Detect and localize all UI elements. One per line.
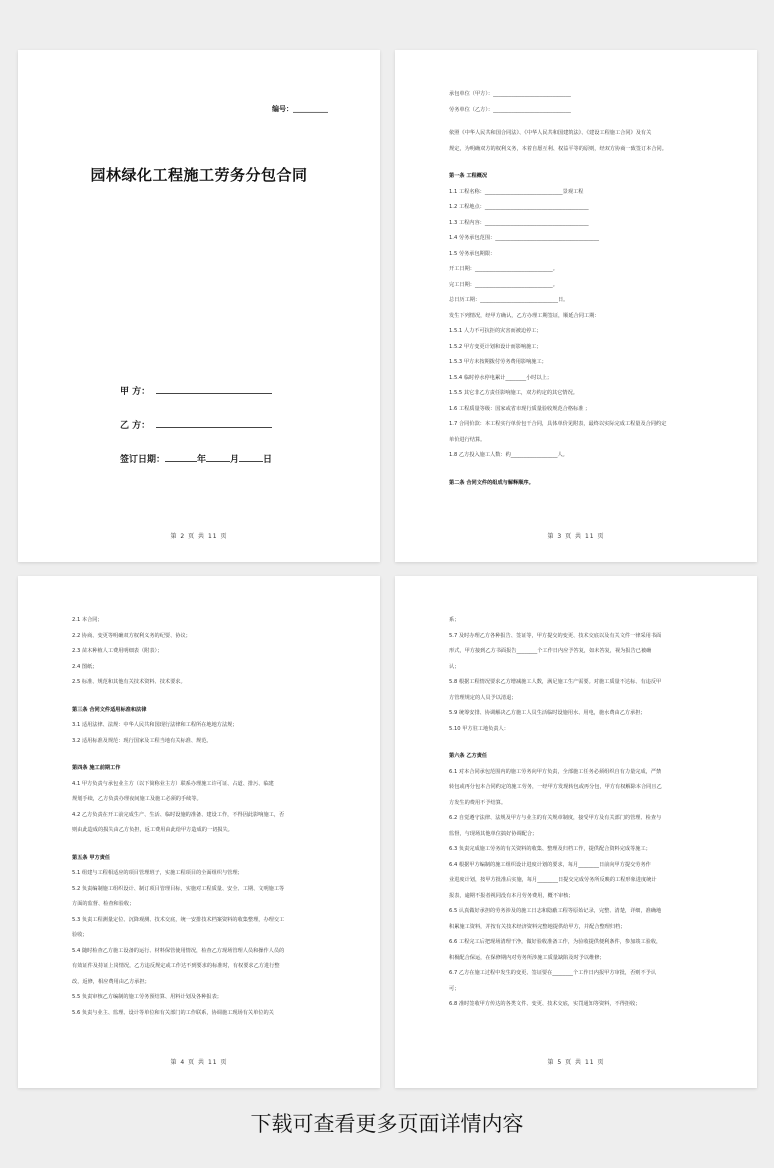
contract-line: 6.4 根据甲方编制的施工组织设计进度计划的要求，每月________日前向甲方提交劳务作: [449, 861, 651, 868]
section-heading: 第五条 甲方责任: [72, 854, 111, 861]
contract-line: 则由此造成的损失由乙方负担，返工费用由此给甲方造成的一切损失。: [72, 827, 233, 833]
contract-line: 5.1 组建与工程相适应的项目管理班子，实施工程项目的全面组织与管理；: [72, 870, 243, 876]
page-footer: 第 4 页 共 11 页: [170, 1059, 228, 1066]
contract-line: 认；: [449, 663, 460, 670]
contract-line: 1.8 乙方投入施工人数：约__________________人。: [449, 452, 568, 458]
paragraph-gap: [72, 752, 340, 760]
contract-line: 5.3 负责工程测量定位、沉降观测、技术交底，统一安排技术档案资料的收集整理，办理交工: [72, 916, 285, 923]
contract-line: 5.5 负责审核乙方编制的施工劳务预结算、用料计划及各种报表；: [72, 994, 222, 1000]
section-heading: 第四条 施工前期工作: [72, 765, 121, 771]
page-body: [449, 616, 717, 1016]
contract-line: 完工日期：______________________________。: [449, 281, 558, 288]
contract-line: 1.5.3 甲方未按期拨付劳务费用影响施工；: [449, 359, 547, 365]
page-body: [449, 90, 717, 494]
contract-line: 1.5.5 其它非乙方责任影响施工，双方约定的其它情况。: [449, 390, 578, 396]
contract-line: 6.8 准时签收甲方传达的各类文件、变更、技术交底，实罚通知等资料，不得拒收；: [449, 1001, 641, 1007]
contract-line: 开工日期：______________________________。: [449, 266, 558, 272]
year-blank: [165, 453, 197, 462]
section-heading: 第二条 合同文件的组成与解释顺序。: [449, 479, 534, 486]
contract-line: 2.2 协商、变更等明确双方权利义务的纪要、协议；: [72, 632, 191, 639]
contract-line: 积累施工资料，并按有关技术经济资料完整地提供给甲方，并配合整理归档；: [449, 923, 626, 930]
section-heading: 第一条 工程概况: [449, 173, 488, 179]
contract-line: 2.4 图纸；: [72, 663, 98, 670]
contract-line: 方发生的费用不予结算。: [449, 799, 507, 806]
section-heading: 第六条 乙方责任: [449, 753, 488, 759]
contract-line: 6.3 负责完成施工劳务的有关资料的收集、整理及归档工作，提供配合资料完成等施工；: [449, 846, 651, 852]
contract-line: 1.2 工程地点：________________________________________: [449, 204, 589, 210]
party-b-field: [120, 418, 272, 431]
contract-line: 5.2 负责编制施工组织设计、制订项目管理目标，实施对工程质量、安全、工期、文明施工等: [72, 885, 285, 892]
contract-page-3: [395, 50, 757, 562]
contract-line: 承包单位（甲方）：______________________________: [449, 91, 571, 97]
contract-line: 3.1 适用法律、法规：中华人民共和国现行法律和工程所在地地方法规；: [72, 722, 238, 728]
page-footer: 第 5 页 共 11 页: [547, 1059, 605, 1066]
page-body: [72, 616, 340, 1024]
contract-cover-page: [18, 50, 380, 562]
page-footer: 第 3 页 共 11 页: [547, 533, 605, 540]
contract-line: 2.3 苗木种植人工费用明细表（附表）；: [72, 648, 163, 654]
contract-line: 1.3 工程内容：________________________________________: [449, 219, 589, 226]
contract-line: 5.4 随时检查乙方施工设备的运行、材料保管使用情况，检查乙方现场管理人员和操作人员的: [72, 947, 285, 954]
contract-line: 验收；: [72, 932, 88, 938]
contract-line: 1.4 劳务承包范围：________________________________________: [449, 235, 599, 241]
contract-line: 2.1 本合同；: [72, 617, 103, 623]
party-b-underline: [156, 419, 272, 428]
contract-line: 有效证件及持证上岗情况，乙方违反规定或工作达不到要求的标准时，有权要求乙方进行整: [72, 963, 280, 969]
contract-line: 6.5 认真做好承担的劳务涉及的施工日志和隐蔽工程等原始记录，完整、清楚，详细，准确地: [449, 908, 662, 914]
paragraph-gap: [449, 467, 717, 475]
contract-line: 方管理规定的人员予以清退；: [449, 694, 517, 701]
contract-line: 6.7 乙方在施工过程中发生的变更、签证要在________个工作日内报甲方审批，否则不予认: [449, 970, 657, 976]
contract-line: 依照《中华人民共和国合同法》、《中华人民共和国建筑法》、《建设工程施工合同》及有关: [449, 130, 652, 136]
contract-line: 1.5.2 甲方变更计划和设计而影响施工；: [449, 343, 542, 350]
contract-line: 4.1 甲方负责与承包业主方（以下简称业主方）联系办理施工许可证、占道、排污、临建: [72, 780, 274, 787]
section-heading: 第三条 合同文件适用标准和法律: [72, 706, 147, 713]
contract-line: 劳务单位（乙方）：______________________________: [449, 106, 571, 113]
contract-line: 1.6 工程质量等级：国家或省市现行质量验收规范合格标准 ；: [449, 405, 591, 412]
contract-line: 形式，甲方接到乙方书面报告________个工作日内应予答复，如未答复，视为报告已被确: [449, 648, 652, 654]
paragraph-gap: [449, 740, 717, 748]
signing-date-label: 签订日期：: [120, 455, 166, 465]
contract-line: 1.5.1 人力不可抗拒的灾害而被迫停工；: [449, 328, 542, 334]
page-footer: 第 2 页 共 11 页: [170, 533, 228, 540]
contract-number-label: 编号：__________: [272, 105, 328, 113]
contract-line: 1.5.4 临时停水停电累计________小时以上；: [449, 374, 553, 381]
contract-line: 可；: [449, 985, 460, 992]
contract-line: 5.8 根据工程情况要求乙方增减施工人数，满足施工生产需要。对施工质量不达标、有违反甲: [449, 679, 662, 685]
paragraph-gap: [72, 694, 340, 702]
contract-line: 1.5 劳务承包期限：: [449, 250, 496, 257]
year-label: 年: [197, 455, 207, 465]
contract-line: 3.2 适用标准及规范：现行国家及工程当地有关标准、规范。: [72, 737, 212, 744]
contract-line: 报表，逾期不报者视同没有本月劳务费用，概不审核；: [449, 892, 574, 899]
contract-line: 发生下列情况，经甲方确认，乙方办理工期签证，顺延合同工期：: [449, 312, 600, 319]
contract-title: 园林绿化工程施工劳务分包合同: [90, 166, 308, 184]
contract-line: 5.7 及时办理乙方各种报告、签证等，甲方提交的变更、技术交底以及有关文件一律采用书面: [449, 632, 662, 639]
contract-line: 6.6 工程完工后把现场清理干净，做好验收准备工作，为验收提供便利条件，参加竣工验收，: [449, 939, 662, 945]
contract-line: 规定，为明确双方的权利义务，本着自愿互利、权益平等的原则，经双方协商一致签订本合同。: [449, 145, 667, 152]
contract-line: 业进度计划，按甲方批准后实施，每月________日提交完成劳务所反映的工程形象进度统计: [449, 877, 657, 883]
contract-line: 5.9 统筹安排、协调解决乙方施工人员生活临时设施用水、用电，施水费由乙方承担；: [449, 710, 646, 716]
month-blank: [206, 453, 230, 462]
contract-line: 5.10 甲方驻工地负责人：: [449, 725, 509, 732]
paragraph-gap: [449, 160, 717, 168]
month-label: 月: [230, 455, 240, 465]
contract-line: 6.2 自觉遵守法律、法规及甲方与业主的有关规章制度，接受甲方及有关部门的管理、检查与: [449, 815, 662, 821]
party-a-field: [120, 384, 272, 397]
contract-line: 总日历工期：______________________________日。: [449, 297, 569, 303]
paragraph-gap: [449, 121, 717, 129]
signing-date-field: [120, 452, 272, 465]
contract-page-5: [395, 576, 757, 1088]
paragraph-gap: [72, 842, 340, 850]
party-a-label: 甲 方：: [120, 387, 151, 397]
contract-line: 4.2 乙方负责在开工前完成生产、生活、临时设施的准备、建设工作，不得因此影响施工，否: [72, 811, 285, 818]
day-label: 日: [263, 455, 273, 465]
contract-line: 监督，与现场其他单位搞好协调配合；: [449, 830, 538, 837]
day-blank: [239, 453, 263, 462]
contract-line: 转包或再分包本合同约定的施工劳务，一经甲方发现转包或再分包，甲方有权解除本合同且乙: [449, 784, 662, 790]
contract-line: 2.5 标准、规范和其他有关技术资料、技术要求。: [72, 679, 186, 685]
contract-line: 5.6 负责与业主、监理、设计等单位和有关部门的工作联系，协调施工现场有关单位的关: [72, 1009, 274, 1016]
contract-line: 1.7 合同价款：本工程实行单价包干合同，具体单价见附表，最终以实际完成工程量及合同约定: [449, 421, 667, 427]
contract-line: 系；: [449, 617, 460, 623]
contract-line: 积极配合保运，在保修期内对劳务所涉施工质量缺陷及时予以维修；: [449, 954, 605, 961]
contract-line: 规划手续，乙方负责办理夜间施工及施工必须的手续等。: [72, 796, 202, 802]
contract-line: 方面的监督、检查和验收；: [72, 901, 135, 907]
contract-line: 单价进行结算。: [449, 436, 486, 443]
party-b-label: 乙 方：: [120, 421, 151, 431]
party-a-underline: [156, 385, 272, 394]
contract-line: 改，返修，相应费用由乙方承担；: [72, 978, 150, 985]
contract-line: 1.1 工程名称：______________________________景观工程: [449, 188, 584, 195]
contract-page-4: [18, 576, 380, 1088]
contract-line: 6.1 对本合同承包范围内的施工劳务向甲方负责，全部施工任务必须组织自有力量完成，严禁: [449, 768, 662, 775]
download-more-caption: 下载可查看更多页面详情内容: [250, 1112, 524, 1136]
